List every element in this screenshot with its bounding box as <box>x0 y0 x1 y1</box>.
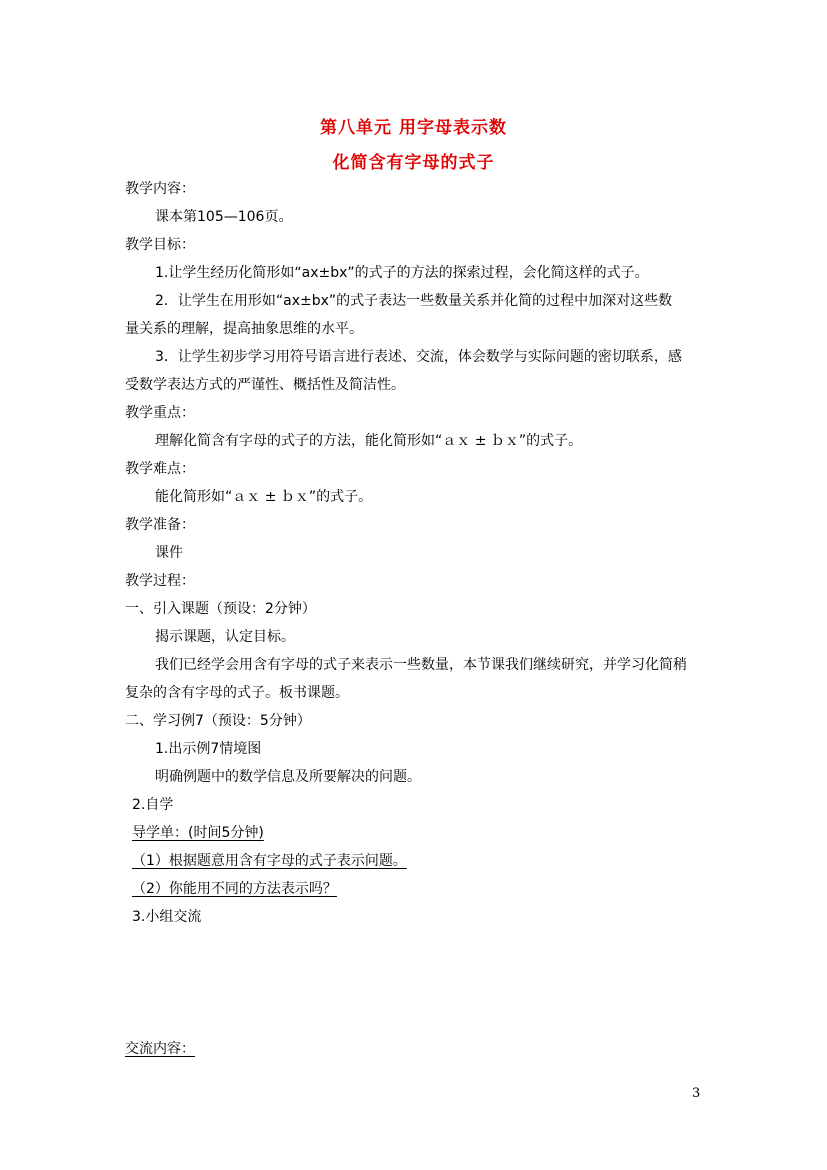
text-line: 复杂的含有字母的式子。板书课题。 <box>125 685 349 701</box>
text-line: 3．让学生初步学习用符号语言进行表述、交流，体会数学与实际问题的密切联系，感 <box>155 349 682 365</box>
text-line: 量关系的理解，提高抽象思维的水平。 <box>125 321 363 337</box>
text-line: 1.让学生经历化简形如“ax±bx”的式子的方法的探索过程，会化简这样的式子。 <box>155 265 649 281</box>
heading-content: 教学内容： <box>125 181 195 197</box>
text-line: 3.小组交流 <box>132 909 202 925</box>
text-line: 理解化简含有字母的式子的方法，能化简形如“ａｘ ± ｂｘ”的式子。 <box>155 433 583 449</box>
unit-title: 第八单元 用字母表示数 <box>320 118 507 138</box>
guide-question: （1）根据题意用含有字母的式子表示问题。 <box>132 853 407 869</box>
heading-process: 教学过程： <box>125 573 195 589</box>
section-heading: 二、学习例7（预设：5分钟） <box>125 713 311 729</box>
text-line: 1.出示例7情境图 <box>155 741 262 757</box>
heading-key-points: 教学重点： <box>125 405 195 421</box>
text-line: 我们已经学会用含有字母的式子来表示一些数量，本节课我们继续研究，并学习化简稍 <box>155 657 687 673</box>
page-number: 3 <box>692 1086 701 1101</box>
guide-question: （2）你能用不同的方法表示吗？ <box>132 881 337 897</box>
exchange-content-heading: 交流内容： <box>125 1041 195 1057</box>
text-line: 明确例题中的数学信息及所要解决的问题。 <box>155 769 421 785</box>
text-line: 受数学表达方式的严谨性、概括性及简洁性。 <box>125 377 405 393</box>
text-line: 课件 <box>155 545 183 561</box>
lesson-title: 化简含有字母的式子 <box>332 153 495 173</box>
text-line: 揭示课题，认定目标。 <box>155 629 295 645</box>
text-line: 能化简形如“ａｘ ± ｂｘ”的式子。 <box>155 489 373 505</box>
heading-preparation: 教学准备： <box>125 517 195 533</box>
text-line: 2．让学生在用形如“ax±bx”的式子表达一些数量关系并化简的过程中加深对这些数 <box>155 293 673 309</box>
guide-sheet-heading: 导学单：(时间5分钟) <box>132 825 264 841</box>
text-line: 2.自学 <box>132 797 174 813</box>
heading-objectives: 教学目标： <box>125 237 195 253</box>
section-heading: 一、引入课题（预设：2分钟） <box>125 601 316 617</box>
heading-difficulties: 教学难点： <box>125 461 195 477</box>
text-line: 课本第105—106页。 <box>155 209 293 225</box>
